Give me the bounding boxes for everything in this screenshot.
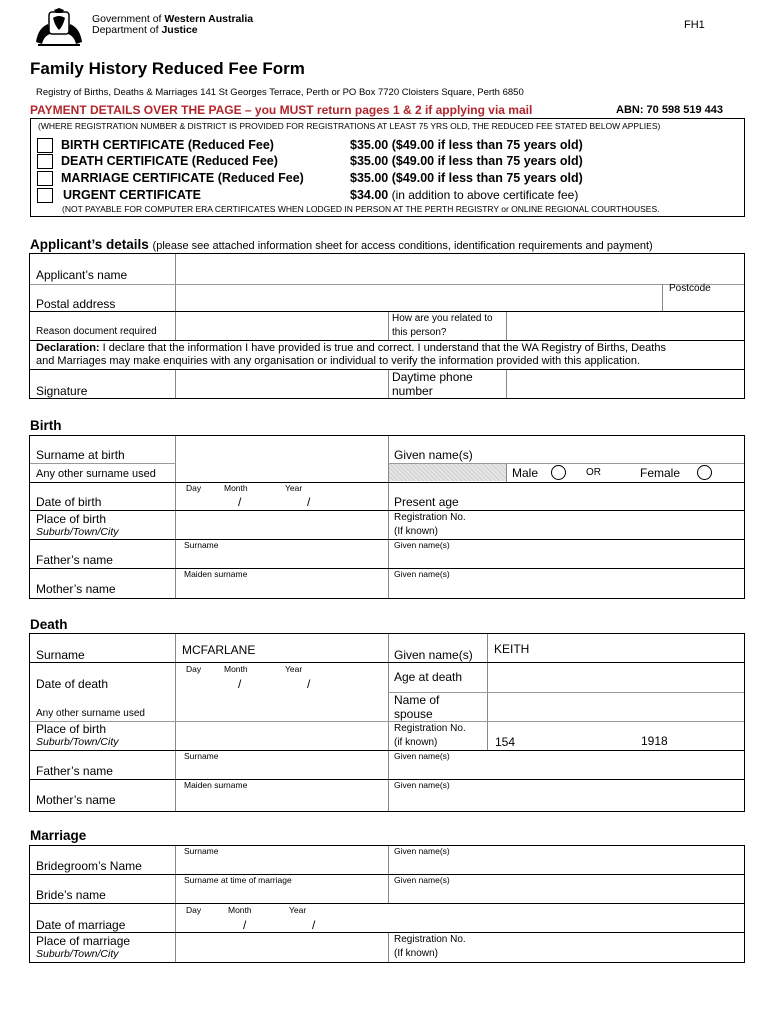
postcode-field[interactable] <box>664 296 743 310</box>
relationship-field[interactable] <box>508 313 743 339</box>
dom-day-label: Day <box>186 905 202 915</box>
death-regno-year[interactable]: 1918 <box>641 734 668 748</box>
dom-slash-2: / <box>312 918 316 932</box>
fee-price-death: $35.00 ($49.00 if less than 75 years old) <box>350 154 583 168</box>
death-father-surname-sublabel: Surname <box>184 751 219 761</box>
fee-note-top: (WHERE REGISTRATION NUMBER & DISTRICT IS PROVIDED FOR REGISTRATIONS AT LEAST 75 YRS OLD, THE REDUCED FEE STATED BELOW APPLIES) <box>38 121 661 131</box>
groom-given-sublabel: Given name(s) <box>394 846 450 856</box>
marriage-place-sub: Suburb/Town/City <box>36 948 119 960</box>
dom-label: Date of marriage <box>36 918 126 932</box>
marriage-place-label: Place of marriage <box>36 934 131 948</box>
groom-surname-sublabel: Surname <box>184 846 219 856</box>
abn: ABN: 70 598 519 443 <box>616 104 724 116</box>
death-given-field[interactable]: KEITH <box>494 642 530 656</box>
phone-label-1: Daytime phone <box>392 370 473 384</box>
dod-label: Date of death <box>36 677 109 691</box>
spouse-label-1: Name of <box>394 693 440 707</box>
birth-certificate-checkbox[interactable] <box>37 138 53 153</box>
dob-slash-2: / <box>307 495 311 509</box>
dod-field[interactable] <box>177 675 387 691</box>
death-mother-surname-sublabel: Maiden surname <box>184 780 248 790</box>
groom-label: Bridegroom’s Name <box>36 859 142 873</box>
death-other-surname-field[interactable] <box>177 694 387 720</box>
dod-year-label: Year <box>285 664 303 674</box>
death-regno-label-1: Registration No. <box>394 723 466 734</box>
marriage-regno-label-1: Registration No. <box>394 934 466 945</box>
birth-given-label: Given name(s) <box>394 448 473 462</box>
dob-month-label: Month <box>224 483 248 493</box>
dod-slash-2: / <box>307 677 311 691</box>
death-place-sub: Suburb/Town/City <box>36 736 119 748</box>
birth-regno-label-2: (If known) <box>394 526 438 537</box>
birth-mother-given-sublabel: Given name(s) <box>394 569 450 579</box>
age-at-death-label: Age at death <box>394 670 463 684</box>
death-father-label: Father’s name <box>36 764 113 778</box>
wa-crest-logo <box>32 8 86 48</box>
payment-notice: PAYMENT DETAILS OVER THE PAGE – you MUST return pages 1 & 2 if applying via mail <box>30 103 533 117</box>
birth-section-heading: Birth <box>30 418 62 433</box>
postal-address-label: Postal address <box>36 297 116 311</box>
death-place-label: Place of birth <box>36 722 107 736</box>
male-radio[interactable] <box>551 465 566 480</box>
birth-place-sub: Suburb/Town/City <box>36 526 119 538</box>
dob-slash-1: / <box>238 495 242 509</box>
death-other-surname-label: Any other surname used <box>36 708 145 719</box>
birth-surname-field[interactable] <box>177 437 387 471</box>
groom-field[interactable] <box>177 857 743 873</box>
or-label: OR <box>586 467 601 478</box>
dob-year-label: Year <box>285 483 303 493</box>
death-mother-given-sublabel: Given name(s) <box>394 780 450 790</box>
reason-label: Reason document required <box>36 326 157 337</box>
birth-other-surname-label: Any other surname used <box>36 468 156 480</box>
birth-mother-field[interactable] <box>177 580 743 597</box>
dom-field[interactable] <box>177 916 743 931</box>
present-age-label: Present age <box>394 495 459 509</box>
applicant-section-heading: Applicant’s details (please see attached information sheet for access conditions, identification requirements and payment) <box>30 237 653 252</box>
birth-place-label: Place of birth <box>36 512 107 526</box>
reason-field[interactable] <box>177 313 387 339</box>
death-father-field[interactable] <box>177 762 743 778</box>
birth-father-given-sublabel: Given name(s) <box>394 540 450 550</box>
applicant-name-field[interactable] <box>177 255 743 283</box>
present-age-field[interactable] <box>470 484 743 509</box>
postal-address-field[interactable] <box>177 286 661 310</box>
phone-field[interactable] <box>508 371 743 397</box>
age-at-death-field[interactable] <box>489 664 743 691</box>
relationship-label-2: this person? <box>392 327 447 338</box>
dom-year-label: Year <box>289 905 307 915</box>
male-label: Male <box>512 466 539 480</box>
death-section-heading: Death <box>30 617 68 632</box>
birth-father-label: Father’s name <box>36 553 113 567</box>
death-surname-label: Surname <box>36 648 85 662</box>
death-certificate-checkbox[interactable] <box>37 154 53 169</box>
urgent-certificate-checkbox[interactable] <box>37 188 53 203</box>
applicant-name-label: Applicant’s name <box>36 268 128 282</box>
fee-label-birth: BIRTH CERTIFICATE (Reduced Fee) <box>61 138 274 152</box>
marriage-place-field[interactable] <box>177 934 387 961</box>
female-radio[interactable] <box>697 465 712 480</box>
birth-father-surname-sublabel: Surname <box>184 540 219 550</box>
department-name: Department of Justice <box>92 24 198 36</box>
birth-mother-surname-sublabel: Maiden surname <box>184 569 248 579</box>
fee-price-marriage: $35.00 ($49.00 if less than 75 years old) <box>350 171 583 185</box>
birth-surname-label: Surname at birth <box>36 448 125 462</box>
dom-month-label: Month <box>228 905 252 915</box>
relationship-label-1: How are you related to <box>392 313 493 324</box>
fee-price-urgent: $34.00 (in addition to above certificate fee) <box>350 188 579 202</box>
birth-regno-field[interactable] <box>486 512 743 538</box>
female-label: Female <box>640 466 681 480</box>
bride-field[interactable] <box>177 886 743 902</box>
death-surname-field[interactable]: MCFARLANE <box>182 643 256 657</box>
dob-label: Date of birth <box>36 495 102 509</box>
birth-regno-label-1: Registration No. <box>394 512 466 523</box>
spouse-field[interactable] <box>489 694 743 720</box>
signature-label: Signature <box>36 384 88 398</box>
birth-given-field[interactable] <box>486 437 743 462</box>
dob-day-label: Day <box>186 483 202 493</box>
shaded-cell <box>389 464 506 481</box>
death-given-label: Given name(s) <box>394 648 473 662</box>
declaration-line-2: and Marriages may make enquiries with any organisation or individual to verify the information provided with this application. <box>36 355 641 367</box>
dod-day-label: Day <box>186 664 202 674</box>
dom-slash-1: / <box>243 918 247 932</box>
birth-mother-label: Mother’s name <box>36 582 116 596</box>
declaration-line-1: Declaration: I declare that the information I have provided is true and correct. I understand that the WA Registry of Births, Deaths <box>36 342 666 354</box>
death-table <box>29 633 745 812</box>
spouse-label-2: spouse <box>394 707 433 721</box>
birth-place-field[interactable] <box>177 512 387 538</box>
page-title: Family History Reduced Fee Form <box>30 59 305 78</box>
marriage-certificate-checkbox[interactable] <box>37 171 53 186</box>
dod-slash-1: / <box>238 677 242 691</box>
form-code: FH1 <box>684 19 705 31</box>
death-regno-field[interactable]: 154 <box>495 735 516 749</box>
death-mother-label: Mother’s name <box>36 793 116 807</box>
fee-note-bottom: (NOT PAYABLE FOR COMPUTER ERA CERTIFICATES WHEN LODGED IN PERSON AT THE PERTH REGISTRY or ONLINE REGIONAL COURTHOUSES. <box>62 204 660 214</box>
fee-label-death: DEATH CERTIFICATE (Reduced Fee) <box>61 154 278 168</box>
bride-surname-sublabel: Surname at time of marriage <box>184 875 292 885</box>
death-place-field[interactable] <box>177 723 387 749</box>
marriage-regno-field[interactable] <box>486 934 743 961</box>
signature-field[interactable] <box>177 371 387 397</box>
dod-month-label: Month <box>224 664 248 674</box>
postcode-label: Postcode <box>669 283 711 294</box>
death-regno-label-2: (if known) <box>394 737 438 748</box>
death-father-given-sublabel: Given name(s) <box>394 751 450 761</box>
government-name: Government of Western Australia <box>92 13 254 25</box>
fee-price-birth: $35.00 ($49.00 if less than 75 years old) <box>350 138 583 152</box>
fee-label-urgent: URGENT CERTIFICATE <box>63 188 201 202</box>
dob-field[interactable] <box>177 493 387 509</box>
bride-given-sublabel: Given name(s) <box>394 875 450 885</box>
marriage-section-heading: Marriage <box>30 828 87 843</box>
fee-label-marriage: MARRIAGE CERTIFICATE (Reduced Fee) <box>61 171 304 185</box>
phone-label-2: number <box>392 384 433 398</box>
death-mother-field[interactable] <box>177 791 743 810</box>
registry-address: Registry of Births, Deaths & Marriages 141 St Georges Terrace, Perth or PO Box 7720 Cloisters Square, Perth 6850 <box>36 87 524 98</box>
birth-father-field[interactable] <box>177 550 743 567</box>
marriage-regno-label-2: (If known) <box>394 948 438 959</box>
bride-label: Bride’s name <box>36 888 106 902</box>
